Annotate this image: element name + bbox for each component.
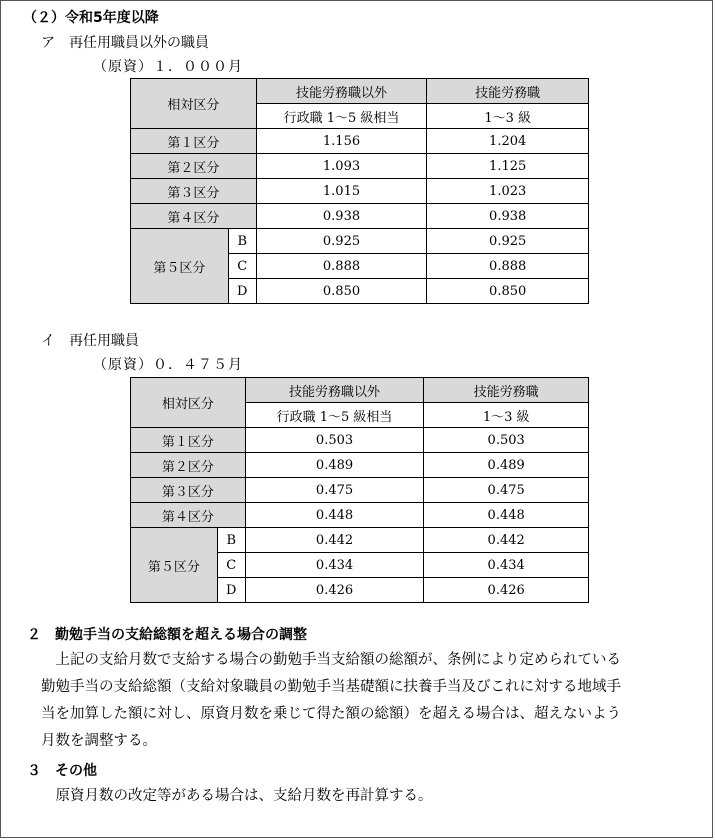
- header-col1-sub: 行政職 1〜5 級相当: [245, 403, 424, 428]
- other-paragraph: 原資月数の改定等がある場合は、支給月数を再計算する。: [41, 788, 433, 804]
- cell-col1: 1.093: [256, 154, 427, 179]
- cell-col1: 0.925: [256, 229, 427, 254]
- sub-label: C: [228, 254, 256, 279]
- cell-col1: 1.015: [256, 179, 427, 204]
- row-label: 第４区分: [131, 503, 246, 528]
- part-a-title: ア 再任用職員以外の職員: [41, 35, 209, 51]
- part-b-title: イ 再任用職員: [41, 333, 139, 349]
- cell-col2: 0.448: [424, 503, 589, 528]
- header-rank: 相対区分: [131, 378, 246, 428]
- table-row: [131, 428, 589, 453]
- sub-label: C: [217, 553, 245, 578]
- paragraph-line: 当を加算した額に対し、原資月数を乗じて得た額の総額）を超える場合は、超えないよう: [41, 706, 621, 722]
- cell-col2: 1.023: [427, 179, 589, 204]
- row-label-fifth: 第５区分: [131, 528, 218, 603]
- header-rank: 相対区分: [131, 79, 257, 129]
- section-heading-other: ３ その他: [27, 763, 97, 779]
- cell-col2: 0.489: [424, 453, 589, 478]
- part-a-base-months: （原資）１．０００月: [93, 59, 243, 75]
- adjust-paragraph: [41, 647, 621, 755]
- cell-col2: 0.888: [427, 254, 589, 279]
- header-col2-sub: 1〜3 級: [424, 403, 589, 428]
- header-col2-sub: 1〜3 級: [427, 104, 589, 129]
- sub-label: D: [228, 279, 256, 304]
- cell-col1: 0.434: [245, 553, 424, 578]
- paragraph-line: 月数を調整する。: [41, 733, 157, 749]
- rate-table-a: [130, 78, 589, 304]
- row-label: 第２区分: [131, 154, 257, 179]
- cell-col2: 0.434: [424, 553, 589, 578]
- row-label: 第４区分: [131, 204, 257, 229]
- table-row: [131, 204, 589, 229]
- cell-col2: 0.925: [427, 229, 589, 254]
- part-b-base-months: （原資）０．４７５月: [93, 357, 243, 373]
- header-col2-top: 技能労務職: [427, 79, 589, 104]
- row-label-fifth: 第５区分: [131, 229, 229, 304]
- row-label: 第１区分: [131, 428, 246, 453]
- cell-col1: 0.489: [245, 453, 424, 478]
- row-label: 第３区分: [131, 478, 246, 503]
- header-col1-top: 技能労務職以外: [245, 378, 424, 403]
- cell-col2: 0.938: [427, 204, 589, 229]
- cell-col1: 0.503: [245, 428, 424, 453]
- paragraph-line: 勤勉手当の支給総額（支給対象職員の勤勉手当基礎額に扶養手当及びこれに対する地域手: [41, 679, 621, 695]
- paragraph-line: 上記の支給月数で支給する場合の勤勉手当支給額の総額が、条例により定められている: [41, 652, 621, 668]
- cell-col1: 0.938: [256, 204, 427, 229]
- cell-col1: 0.475: [245, 478, 424, 503]
- cell-col2: 1.204: [427, 129, 589, 154]
- cell-col1: 0.448: [245, 503, 424, 528]
- cell-col1: 1.156: [256, 129, 427, 154]
- header-col1-top: 技能労務職以外: [256, 79, 427, 104]
- header-col2-top: 技能労務職: [424, 378, 589, 403]
- cell-col2: 0.426: [424, 578, 589, 603]
- section-heading-adjust: ２ 勤勉手当の支給総額を超える場合の調整: [27, 627, 307, 643]
- row-label: 第１区分: [131, 129, 257, 154]
- table-row: [131, 528, 589, 553]
- table-row: [131, 179, 589, 204]
- cell-col2: 1.125: [427, 154, 589, 179]
- row-label: 第３区分: [131, 179, 257, 204]
- sub-label: D: [217, 578, 245, 603]
- cell-col1: 0.442: [245, 528, 424, 553]
- cell-col2: 0.850: [427, 279, 589, 304]
- table-row: [131, 229, 589, 254]
- table-row: [131, 154, 589, 179]
- header-col1-sub: 行政職 1〜5 級相当: [256, 104, 427, 129]
- cell-col1: 0.888: [256, 254, 427, 279]
- table-row: [131, 129, 589, 154]
- rate-table-b: [130, 377, 589, 603]
- section-heading-2: （２）令和5年度以降: [23, 10, 159, 26]
- cell-col2: 0.442: [424, 528, 589, 553]
- table-row: [131, 503, 589, 528]
- cell-col2: 0.503: [424, 428, 589, 453]
- cell-col2: 0.475: [424, 478, 589, 503]
- sub-label: B: [228, 229, 256, 254]
- sub-label: B: [217, 528, 245, 553]
- table-row: [131, 453, 589, 478]
- cell-col1: 0.426: [245, 578, 424, 603]
- row-label: 第２区分: [131, 453, 246, 478]
- table-row: [131, 478, 589, 503]
- cell-col1: 0.850: [256, 279, 427, 304]
